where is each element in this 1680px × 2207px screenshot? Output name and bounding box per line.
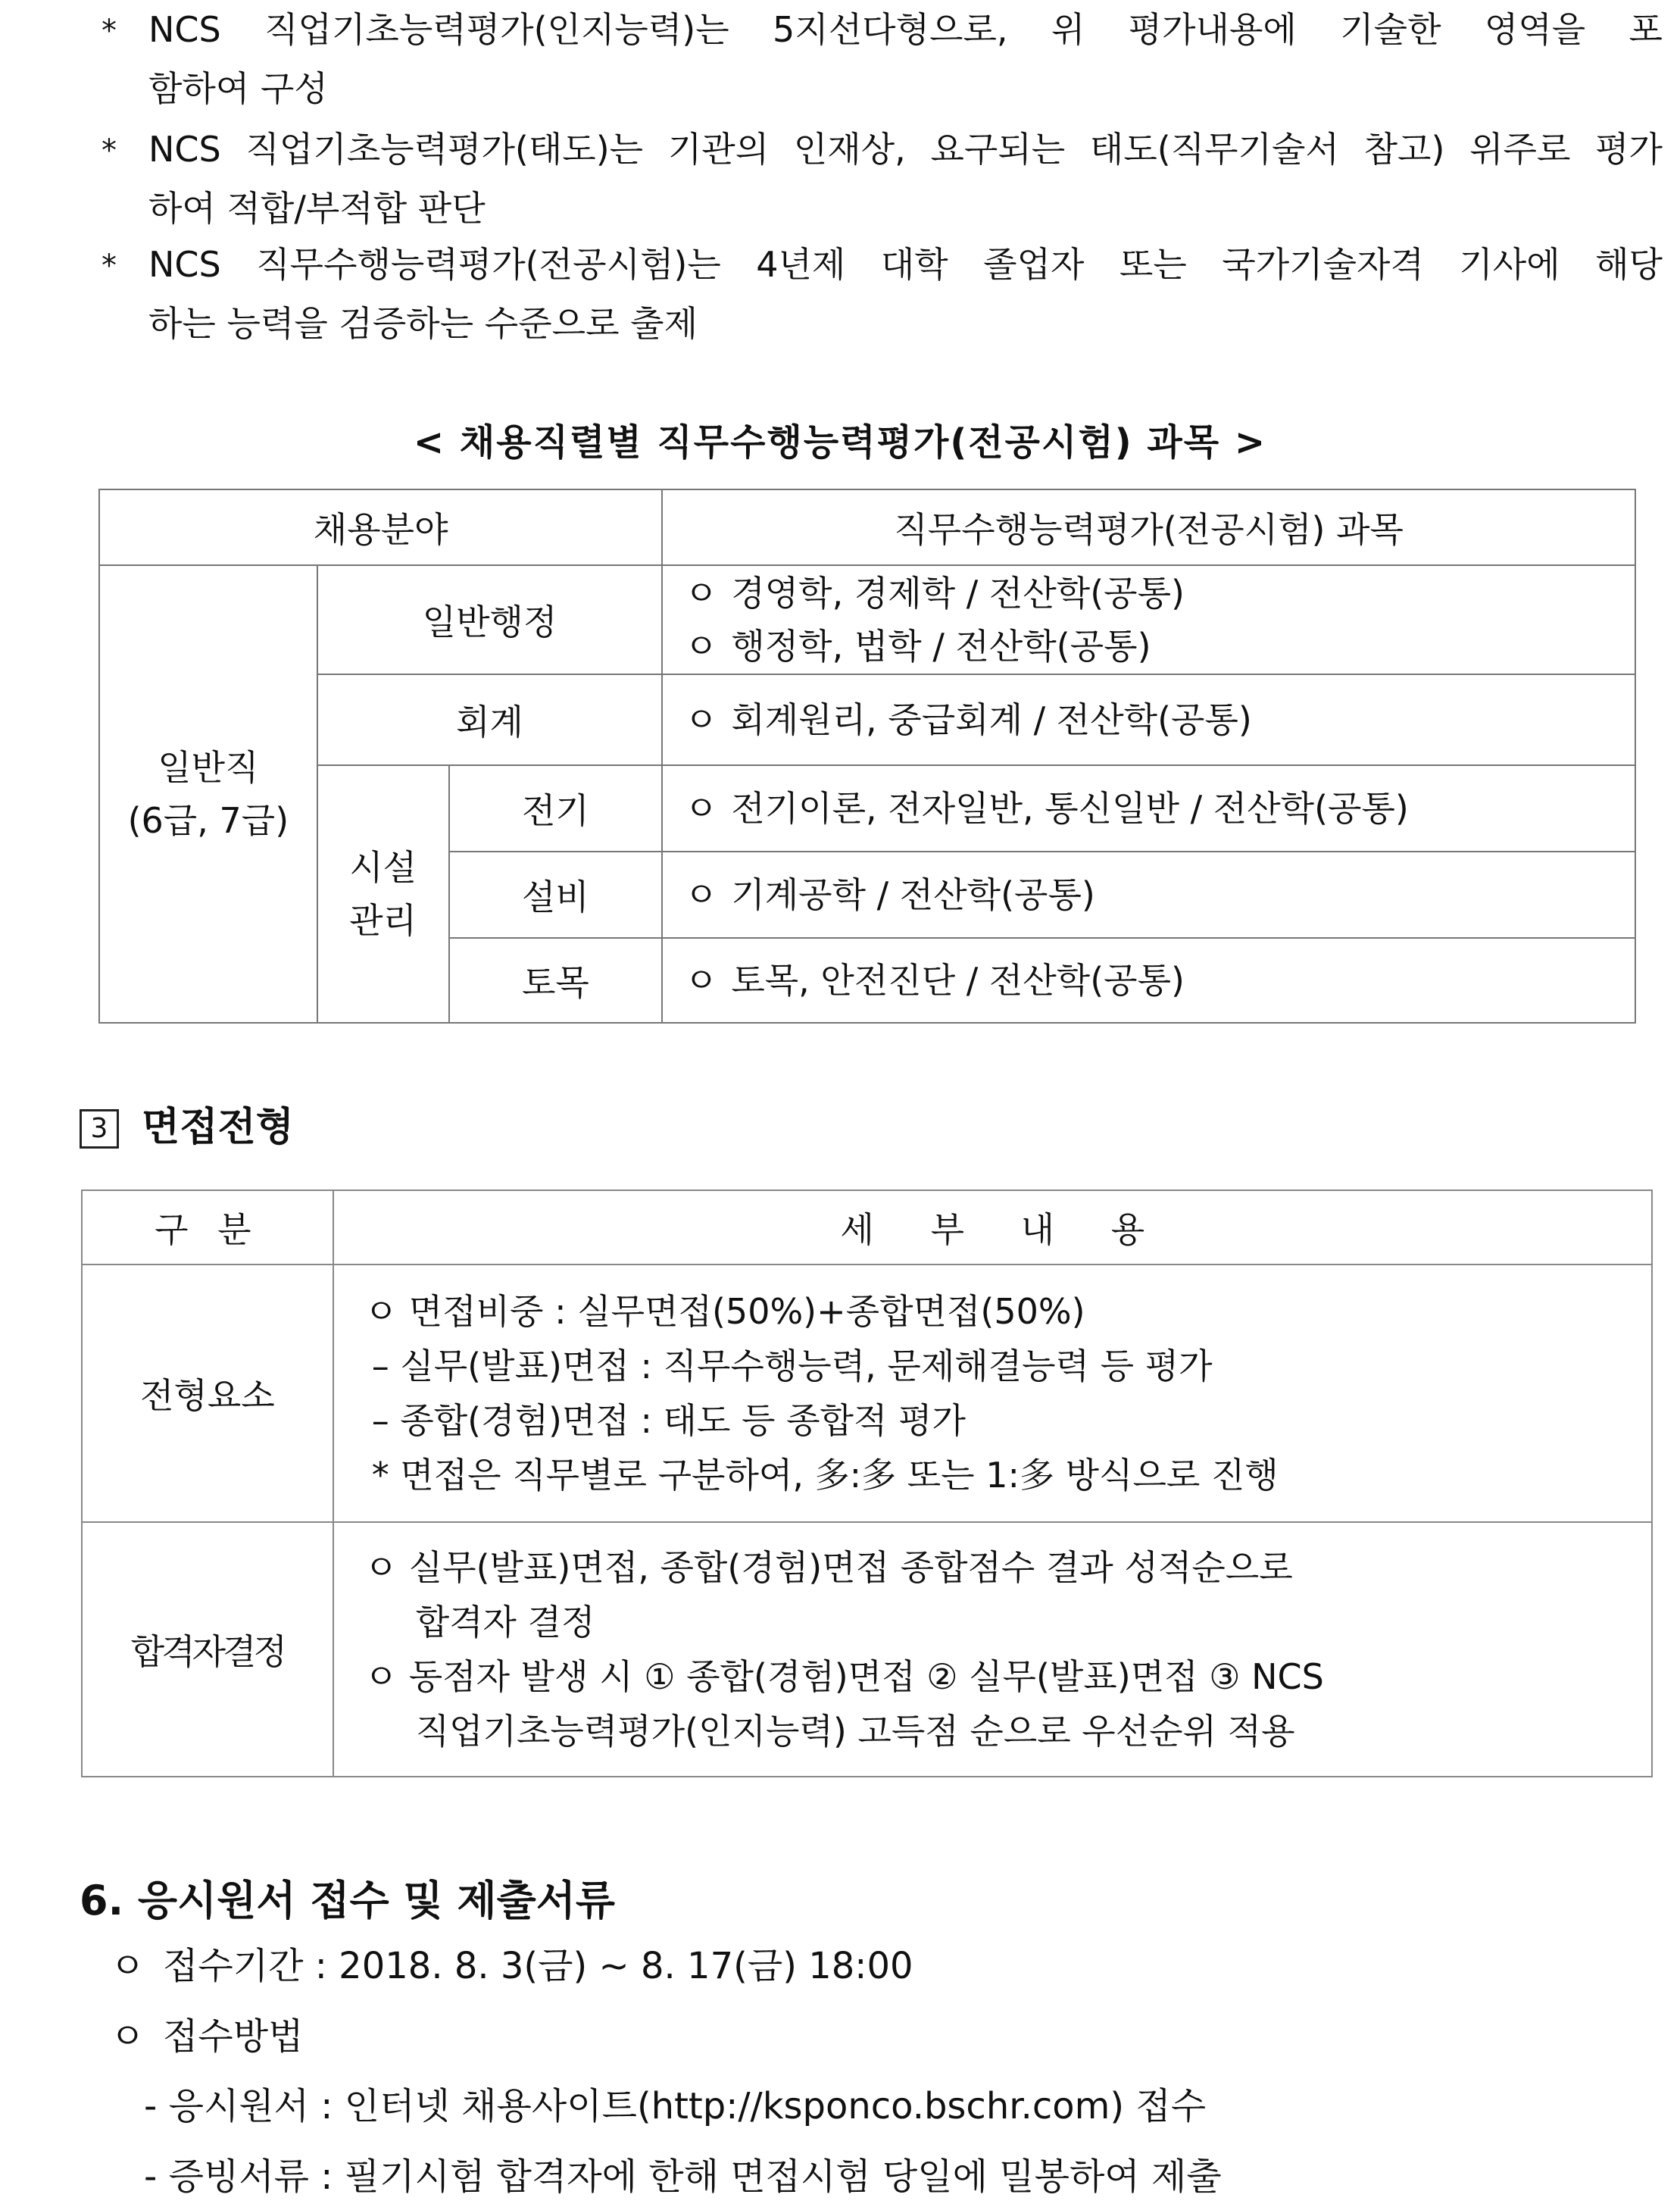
- group-line2: (6급, 7급): [127, 800, 289, 841]
- row1-line: * 면접은 직무별로 구분하여, 多:多 또는 1:多 방식으로 진행: [371, 1455, 1279, 1496]
- row2-line: 직업기초능력평가(인지능력) 고득점 순으로 우선순위 적용: [415, 1711, 1295, 1752]
- circle-bullet: ㅇ: [684, 699, 718, 740]
- header-category: 구 분: [82, 1190, 333, 1264]
- equipment-label: 설비: [449, 852, 663, 938]
- circle-bullet: ㅇ: [110, 2015, 145, 2058]
- note-1: [101, 0, 1663, 118]
- group-cell: [99, 565, 317, 1023]
- row2-content: [333, 1522, 1652, 1777]
- list-item: ㅇ 토목, 안전진단 / 전산학(공통): [684, 954, 1635, 1007]
- row1-label: 전형요소: [82, 1264, 333, 1522]
- table-header-row: [99, 489, 1635, 565]
- section6-title: 6. 응시원서 접수 및 제출서류: [80, 1877, 616, 1924]
- table-header-row: [82, 1190, 1652, 1264]
- row2-line: ㅇ 실무(발표)면접, 종합(경험)면접 종합점수 결과 성적순으로: [364, 1547, 1293, 1588]
- list-item: ㅇ 기계공학 / 전산학(공통): [684, 868, 1635, 921]
- general-admin-label: 일반행정: [317, 565, 663, 674]
- table-row: [99, 765, 1635, 852]
- row1-line: ㅇ 면접비중 : 실무면접(50%)+종합면접(50%): [364, 1291, 1085, 1332]
- table-row: [99, 674, 1635, 765]
- subject-table: [98, 489, 1636, 1024]
- circle-bullet: ㅇ: [684, 626, 718, 667]
- circle-bullet: ㅇ: [110, 1945, 145, 1987]
- accounting-label: 회계: [317, 674, 663, 765]
- list-item: [110, 2006, 303, 2067]
- documents-line: - 증빙서류 : 필기시험 합격자에 한해 면접시험 당일에 밀봉하여 제출: [144, 2155, 1222, 2198]
- section3-title: 면접전형: [142, 1105, 294, 1150]
- general-admin-subjects: [662, 565, 1635, 674]
- circle-bullet: ㅇ: [684, 960, 718, 1001]
- row1-line: – 실무(발표)면접 : 직무수행능력, 문제해결능력 등 평가: [371, 1346, 1213, 1386]
- table1-caption: < 채용직렬별 직무수행능력평가(전공시험) 과목 >: [413, 421, 1267, 464]
- list-item: ㅇ 행정학, 법학 / 전산학(공통): [684, 620, 1635, 673]
- reception-period: 접수기간 : 2018. 8. 3(금) ~ 8. 17(금) 18:00: [163, 1945, 913, 1987]
- circle-bullet: ㅇ: [684, 573, 718, 614]
- group-line1: 일반직: [158, 747, 259, 788]
- note-2: [101, 120, 1663, 238]
- civil-subjects: [662, 938, 1635, 1023]
- note-3: [101, 235, 1663, 353]
- note-2-line2: 하여 적합/부적합 판단: [148, 188, 486, 229]
- row2-line: ㅇ 동점자 발생 시 ① 종합(경험)면접 ② 실무(발표)면접 ③ NCS: [364, 1656, 1324, 1697]
- interview-table: [81, 1189, 1653, 1777]
- table-row: [82, 1522, 1652, 1777]
- header-detail: 세 부 내 용: [333, 1190, 1652, 1264]
- civil-label: 토목: [449, 938, 663, 1023]
- row2-label: 합격자결정: [82, 1522, 333, 1777]
- note-2-line1: NCS 직업기초능력평가(태도)는 기관의 인재상, 요구되는 태도(직무기술서 참고) 위주로 평가: [148, 129, 1663, 170]
- note-3-line1: NCS 직무수행능력평가(전공시험)는 4년제 대학 졸업자 또는 국가기술자격 기사에 해당: [148, 244, 1663, 285]
- list-item: ㅇ 회계원리, 중급회계 / 전산학(공통): [684, 693, 1635, 746]
- section-number-box: 3: [80, 1109, 119, 1149]
- asterisk-mark: *: [101, 14, 117, 48]
- header-field: 채용분야: [99, 489, 662, 565]
- row1-line: – 종합(경험)면접 : 태도 등 종합적 평가: [371, 1400, 966, 1441]
- electric-label: 전기: [449, 765, 663, 852]
- header-subject: 직무수행능력평가(전공시험) 과목: [662, 489, 1635, 565]
- reception-method: 접수방법: [163, 2015, 304, 2058]
- section3-heading: [80, 1095, 294, 1152]
- note-1-line2: 함하여 구성: [148, 68, 328, 109]
- list-item: ㅇ 전기이론, 전자일반, 통신일반 / 전산학(공통): [684, 782, 1635, 835]
- accounting-subjects: [662, 674, 1635, 765]
- circle-bullet: ㅇ: [684, 874, 718, 915]
- equipment-subjects: [662, 852, 1635, 938]
- facility-label: 시설 관리: [317, 765, 449, 1023]
- application-form-line: - 응시원서 : 인터넷 채용사이트(http://ksponco.bschr.com) 접수: [144, 2085, 1207, 2127]
- asterisk-mark: *: [101, 249, 117, 283]
- row2-line: 합격자 결정: [415, 1602, 595, 1643]
- note-3-line2: 하는 능력을 검증하는 수준으로 출제: [148, 303, 698, 344]
- row1-content: [333, 1264, 1652, 1522]
- electric-subjects: [662, 765, 1635, 852]
- asterisk-mark: *: [101, 133, 117, 168]
- table-row: [82, 1264, 1652, 1522]
- list-item: [110, 1936, 913, 1996]
- table-row: [99, 565, 1635, 674]
- list-item: ㅇ 경영학, 경제학 / 전산학(공통): [684, 567, 1635, 620]
- note-1-line1: NCS 직업기초능력평가(인지능력)는 5지선다형으로, 위 평가내용에 기술한 영역을 포: [148, 9, 1663, 50]
- circle-bullet: ㅇ: [684, 788, 718, 829]
